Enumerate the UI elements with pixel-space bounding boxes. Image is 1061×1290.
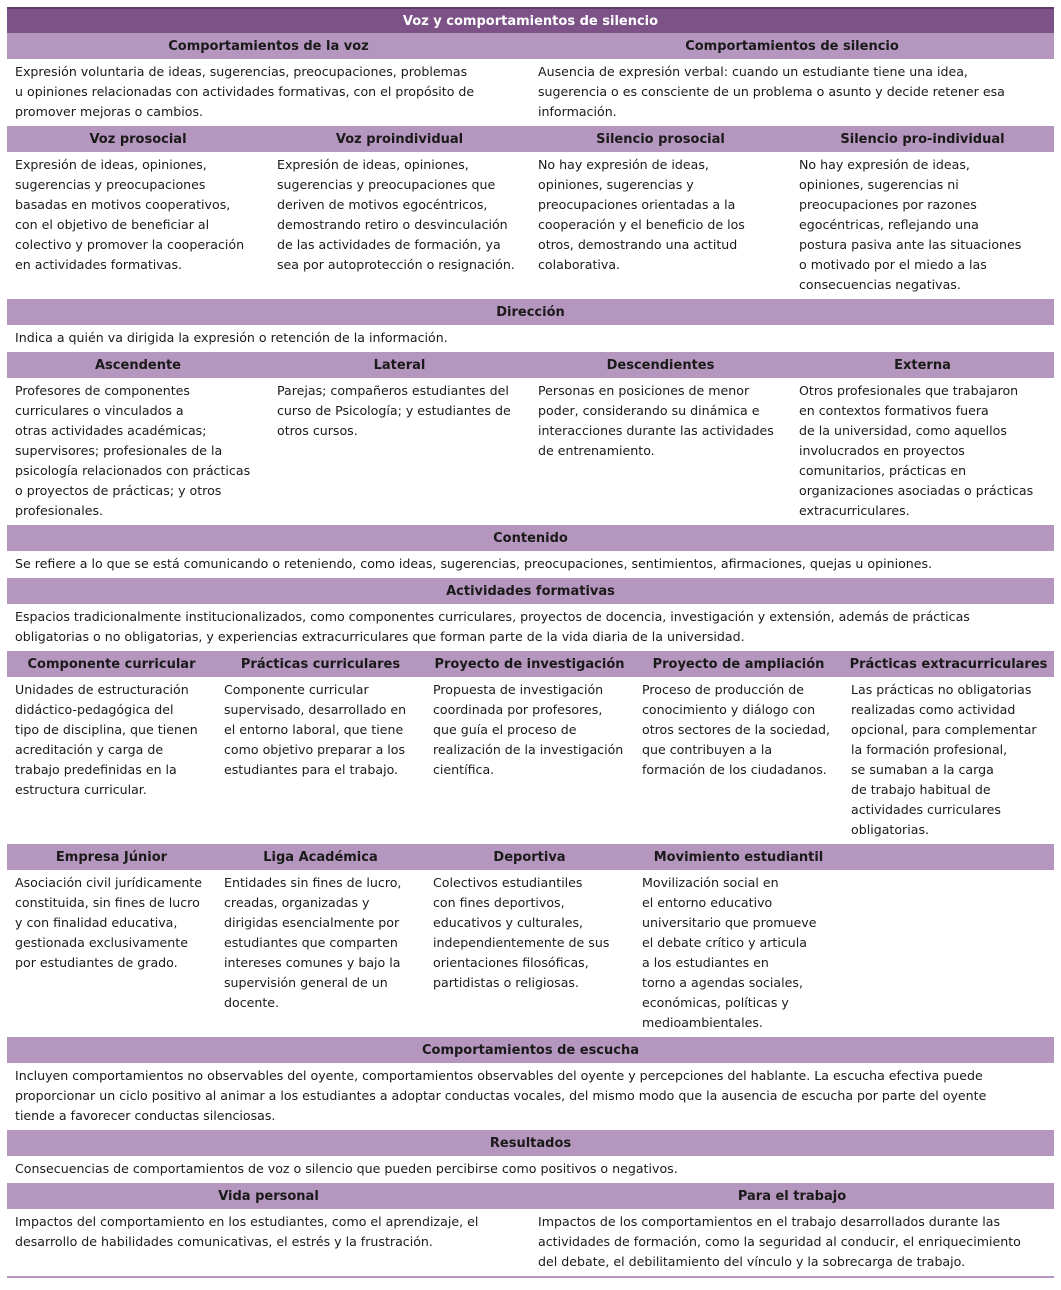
academic-league-desc bbox=[216, 873, 425, 1033]
text-line: conocimiento y diálogo con bbox=[642, 702, 816, 717]
text-line: obligatorias. bbox=[851, 822, 930, 837]
sports-desc bbox=[425, 873, 634, 1033]
extracurricular-practices-heading: Prácticas extracurriculares bbox=[849, 656, 1048, 672]
personal-life-heading: Vida personal bbox=[218, 1188, 319, 1204]
direction-types-header-row bbox=[7, 352, 1054, 378]
text-line: partidistas o religiosas. bbox=[433, 975, 579, 990]
activities2-header-row bbox=[7, 844, 1054, 870]
text-line: Colectivos estudiantiles bbox=[433, 875, 583, 890]
text-line: profesionales. bbox=[15, 503, 104, 518]
text-line: interacciones durante las actividades bbox=[538, 423, 774, 438]
text-line: promover mejoras o cambios. bbox=[15, 104, 204, 119]
results-desc-row bbox=[7, 1156, 1054, 1183]
text-line: de las actividades de formación, ya bbox=[277, 237, 501, 252]
text-line: cooperación y el beneficio de los bbox=[538, 217, 745, 232]
text-line: a los estudiantes en bbox=[642, 955, 769, 970]
student-movement-desc bbox=[634, 873, 843, 1033]
text-line: o motivado por el miedo a las bbox=[799, 257, 987, 272]
text-line: el entorno educativo bbox=[642, 895, 773, 910]
text-line: preocupaciones orientadas a la bbox=[538, 197, 736, 212]
text-line: Impactos de los comportamientos en el trabajo desarrollados durante las bbox=[538, 1214, 1001, 1229]
text-line: otras actividades académicas; bbox=[15, 423, 207, 438]
prosocial-silence-heading: Silencio prosocial bbox=[596, 131, 725, 147]
text-line: coordinada por profesores, bbox=[433, 702, 603, 717]
text-line: preocupaciones por razones bbox=[799, 197, 977, 212]
prosocial-voice-desc bbox=[7, 155, 269, 295]
content-desc: Se refiere a lo que se está comunicando o reteniendo, como ideas, sugerencias, preocupaciones, sentimientos, afirmaciones, quejas u opiniones. bbox=[15, 556, 933, 571]
proindividual-silence-heading: Silencio pro-individual bbox=[840, 131, 1005, 147]
work-heading: Para el trabajo bbox=[737, 1188, 847, 1204]
silence-behaviors-desc bbox=[530, 62, 1054, 122]
text-line: universitario que promueve bbox=[642, 915, 817, 930]
text-line: sugerencias y preocupaciones que bbox=[277, 177, 496, 192]
activities1-header-row bbox=[7, 651, 1054, 677]
sports-heading: Deportiva bbox=[493, 849, 566, 865]
text-line: independientemente de sus bbox=[433, 935, 610, 950]
text-line: Expresión voluntaria de ideas, sugerencias, preocupaciones, problemas bbox=[15, 64, 468, 79]
listening-desc-row bbox=[7, 1063, 1054, 1130]
text-line: Entidades sin fines de lucro, bbox=[224, 875, 402, 890]
results-desc: Consecuencias de comportamientos de voz o silencio que pueden percibirse como positivos o negativos. bbox=[15, 1161, 678, 1176]
text-line: sugerencias y preocupaciones bbox=[15, 177, 206, 192]
table-title: Voz y comportamientos de silencio bbox=[402, 13, 659, 29]
personal-life-desc bbox=[7, 1212, 530, 1272]
text-line: organizaciones asociadas o prácticas bbox=[799, 483, 1034, 498]
content-header-row bbox=[7, 525, 1054, 551]
text-line: Espacios tradicionalmente institucionalizados, como componentes curriculares, proyectos de docencia, investigación y extensión, además de prácticas bbox=[15, 609, 970, 624]
text-line: sea por autoprotección o resignación. bbox=[277, 257, 515, 272]
text-line: supervisado, desarrollado en bbox=[224, 702, 407, 717]
text-line: el debate crítico y articula bbox=[642, 935, 807, 950]
proindividual-voice-desc bbox=[269, 155, 530, 295]
text-line: realización de la investigación bbox=[433, 742, 624, 757]
proindividual-voice-heading: Voz proindividual bbox=[335, 131, 464, 147]
text-line: supervisores; profesionales de la bbox=[15, 443, 223, 458]
text-line: Unidades de estructuración bbox=[15, 682, 189, 697]
lateral-desc bbox=[269, 381, 530, 521]
voice-silence-table bbox=[7, 7, 1054, 1278]
downward-desc bbox=[530, 381, 791, 521]
text-line: y con finalidad educativa, bbox=[15, 915, 178, 930]
listening-desc bbox=[7, 1066, 1054, 1126]
results-types-header-row bbox=[7, 1183, 1054, 1209]
text-line: creadas, organizadas y bbox=[224, 895, 370, 910]
junior-enterprise-desc bbox=[7, 873, 216, 1033]
text-line: demostrando retiro o desvinculación bbox=[277, 217, 508, 232]
voice-header-row bbox=[7, 33, 1054, 59]
upward-desc bbox=[7, 381, 269, 521]
lateral-heading: Lateral bbox=[373, 357, 426, 373]
text-line: por estudiantes de grado. bbox=[15, 955, 178, 970]
downward-heading: Descendientes bbox=[606, 357, 715, 373]
voice-desc-row bbox=[7, 59, 1054, 126]
activities-heading: Actividades formativas bbox=[446, 583, 615, 599]
text-line: Parejas; compañeros estudiantes del bbox=[277, 383, 509, 398]
direction-heading: Dirección bbox=[496, 304, 565, 320]
empty-desc bbox=[843, 873, 1054, 1033]
text-line: estudiantes para el trabajo. bbox=[224, 762, 399, 777]
junior-enterprise-heading: Empresa Júnior bbox=[55, 849, 168, 865]
academic-league-heading: Liga Académica bbox=[263, 849, 378, 865]
text-line: información. bbox=[538, 104, 617, 119]
text-line: supervisión general de un bbox=[224, 975, 388, 990]
direction-types-desc-row bbox=[7, 378, 1054, 525]
text-line: Movilización social en bbox=[642, 875, 779, 890]
activities-desc-row bbox=[7, 604, 1054, 651]
text-line: Expresión de ideas, opiniones, bbox=[15, 157, 207, 172]
curricular-practices-heading: Prácticas curriculares bbox=[240, 656, 401, 672]
voice-behaviors-heading: Comportamientos de la voz bbox=[168, 38, 369, 54]
text-line: obligatorias o no obligatorias, y experiencias extracurriculares que forman parte de la vida diaria de la universidad. bbox=[15, 629, 745, 644]
activities-header-row bbox=[7, 578, 1054, 604]
text-line: otros, demostrando una actitud bbox=[538, 237, 738, 252]
text-line: torno a agendas sociales, bbox=[642, 975, 803, 990]
prosocial-voice-heading: Voz prosocial bbox=[89, 131, 187, 147]
student-movement-heading: Movimiento estudiantil bbox=[653, 849, 824, 865]
text-line: extracurriculares. bbox=[799, 503, 910, 518]
text-line: postura pasiva ante las situaciones bbox=[799, 237, 1022, 252]
text-line: psicología relacionados con prácticas bbox=[15, 463, 251, 478]
text-line: otros sectores de la sociedad, bbox=[642, 722, 831, 737]
text-line: medioambientales. bbox=[642, 1015, 763, 1030]
text-line: o proyectos de prácticas; y otros bbox=[15, 483, 222, 498]
text-line: de trabajo habitual de bbox=[851, 782, 991, 797]
text-line: se sumaban a la carga bbox=[851, 762, 994, 777]
direction-header-row bbox=[7, 299, 1054, 325]
research-project-heading: Proyecto de investigación bbox=[434, 656, 625, 672]
text-line: Asociación civil jurídicamente bbox=[15, 875, 202, 890]
text-line: Propuesta de investigación bbox=[433, 682, 604, 697]
text-line: sugerencia o es consciente de un problema o asunto y decide retener esa bbox=[538, 84, 1005, 99]
results-types-desc-row bbox=[7, 1209, 1054, 1278]
results-heading: Resultados bbox=[489, 1135, 572, 1151]
text-line: didáctico-pedagógica del bbox=[15, 702, 174, 717]
types-header-row bbox=[7, 126, 1054, 152]
text-line: tiende a favorecer conductas silenciosas. bbox=[15, 1108, 276, 1123]
extracurricular-practices-desc bbox=[843, 680, 1054, 840]
text-line: Expresión de ideas, opiniones, bbox=[277, 157, 469, 172]
text-line: tipo de disciplina, que tienen bbox=[15, 722, 198, 737]
research-project-desc bbox=[425, 680, 634, 840]
text-line: estructura curricular. bbox=[15, 782, 147, 797]
listening-heading: Comportamientos de escucha bbox=[421, 1042, 640, 1058]
external-desc bbox=[791, 381, 1054, 521]
content-heading: Contenido bbox=[493, 530, 568, 546]
work-desc bbox=[530, 1212, 1054, 1272]
text-line: comunitarios, prácticas en bbox=[799, 463, 967, 478]
text-line: colaborativa. bbox=[538, 257, 621, 272]
text-line: de la universidad, como aquellos bbox=[799, 423, 1007, 438]
text-line: educativos y culturales, bbox=[433, 915, 584, 930]
text-line: poder, considerando su dinámica e bbox=[538, 403, 760, 418]
text-line: actividades de formación, como la seguridad al conducir, el enriquecimiento bbox=[538, 1234, 1021, 1249]
text-line: que guía el proceso de bbox=[433, 722, 577, 737]
text-line: como objetivo preparar a los bbox=[224, 742, 406, 757]
text-line: curso de Psicología; y estudiantes de bbox=[277, 403, 511, 418]
text-line: Componente curricular bbox=[224, 682, 369, 697]
text-line: Ausencia de expresión verbal: cuando un estudiante tiene una idea, bbox=[538, 64, 968, 79]
text-line: con el objetivo de beneficiar al bbox=[15, 217, 210, 232]
activities1-desc-row bbox=[7, 677, 1054, 844]
text-line: Las prácticas no obligatorias bbox=[851, 682, 1032, 697]
table-title-row bbox=[7, 7, 1054, 33]
direction-desc-row bbox=[7, 325, 1054, 352]
text-line: colectivo y promover la cooperación bbox=[15, 237, 245, 252]
text-line: Proceso de producción de bbox=[642, 682, 805, 697]
results-header-row bbox=[7, 1130, 1054, 1156]
text-line: gestionada exclusivamente bbox=[15, 935, 188, 950]
text-line: otros cursos. bbox=[277, 423, 358, 438]
text-line: que contribuyen a la bbox=[642, 742, 773, 757]
silence-behaviors-heading: Comportamientos de silencio bbox=[685, 38, 899, 54]
text-line: realizadas como actividad bbox=[851, 702, 1016, 717]
text-line: basadas en motivos cooperativos, bbox=[15, 197, 231, 212]
proindividual-silence-desc bbox=[791, 155, 1054, 295]
text-line: opcional, para complementar bbox=[851, 722, 1037, 737]
text-line: Personas en posiciones de menor bbox=[538, 383, 750, 398]
text-line: Impactos del comportamiento en los estudiantes, como el aprendizaje, el bbox=[15, 1214, 479, 1229]
text-line: desarrollo de habilidades comunicativas, el estrés y la frustración. bbox=[15, 1234, 433, 1249]
upward-heading: Ascendente bbox=[95, 357, 181, 373]
text-line: docente. bbox=[224, 995, 280, 1010]
text-line: Incluyen comportamientos no observables del oyente, comportamientos observables del oyente y percepciones del hablante. La escucha efectiva puede bbox=[15, 1068, 983, 1083]
text-line: Otros profesionales que trabajaron bbox=[799, 383, 1019, 398]
activities2-desc-row bbox=[7, 870, 1054, 1037]
text-line: en actividades formativas. bbox=[15, 257, 183, 272]
text-line: del debate, el debilitamiento del vínculo y la sobrecarga de trabajo. bbox=[538, 1254, 966, 1269]
text-line: Profesores de componentes bbox=[15, 383, 190, 398]
text-line: científica. bbox=[433, 762, 495, 777]
text-line: opiniones, sugerencias ni bbox=[799, 177, 959, 192]
listening-header-row bbox=[7, 1037, 1054, 1063]
text-line: estudiantes que comparten bbox=[224, 935, 398, 950]
text-line: opiniones, sugerencias y bbox=[538, 177, 694, 192]
text-line: de entrenamiento. bbox=[538, 443, 655, 458]
curricular-component-heading: Componente curricular bbox=[27, 656, 196, 672]
text-line: u opiniones relacionadas con actividades formativas, con el propósito de bbox=[15, 84, 475, 99]
text-line: egocéntricas, reflejando una bbox=[799, 217, 979, 232]
prosocial-silence-desc bbox=[530, 155, 791, 295]
content-desc-row bbox=[7, 551, 1054, 578]
text-line: curriculares o vinculados a bbox=[15, 403, 184, 418]
text-line: No hay expresión de ideas, bbox=[799, 157, 970, 172]
text-line: orientaciones filosóficas, bbox=[433, 955, 589, 970]
text-line: dirigidas esencialmente por bbox=[224, 915, 400, 930]
types-desc-row bbox=[7, 152, 1054, 299]
text-line: acreditación y carga de bbox=[15, 742, 164, 757]
external-heading: Externa bbox=[894, 357, 951, 373]
curricular-component-desc bbox=[7, 680, 216, 840]
text-line: involucrados en proyectos bbox=[799, 443, 965, 458]
extension-project-heading: Proyecto de ampliación bbox=[652, 656, 825, 672]
extension-project-desc bbox=[634, 680, 843, 840]
text-line: No hay expresión de ideas, bbox=[538, 157, 709, 172]
text-line: con fines deportivos, bbox=[433, 895, 565, 910]
text-line: proporcionar un ciclo positivo al animar a los estudiantes a adoptar conductas vocales, del mismo modo que la ausencia de escucha por parte del oyente bbox=[15, 1088, 987, 1103]
voice-behaviors-desc bbox=[7, 62, 530, 122]
activities-desc bbox=[7, 607, 1054, 647]
text-line: la formación profesional, bbox=[851, 742, 1008, 757]
text-line: deriven de motivos egocéntricos, bbox=[277, 197, 488, 212]
text-line: económicas, políticas y bbox=[642, 995, 789, 1010]
text-line: en contextos formativos fuera bbox=[799, 403, 989, 418]
direction-desc: Indica a quién va dirigida la expresión o retención de la información. bbox=[15, 330, 448, 345]
text-line: trabajo predefinidas en la bbox=[15, 762, 177, 777]
curricular-practices-desc bbox=[216, 680, 425, 840]
text-line: consecuencias negativas. bbox=[799, 277, 961, 292]
text-line: formación de los ciudadanos. bbox=[642, 762, 827, 777]
text-line: intereses comunes y bajo la bbox=[224, 955, 401, 970]
text-line: el entorno laboral, que tiene bbox=[224, 722, 404, 737]
text-line: actividades curriculares bbox=[851, 802, 1001, 817]
text-line: constituida, sin fines de lucro bbox=[15, 895, 200, 910]
